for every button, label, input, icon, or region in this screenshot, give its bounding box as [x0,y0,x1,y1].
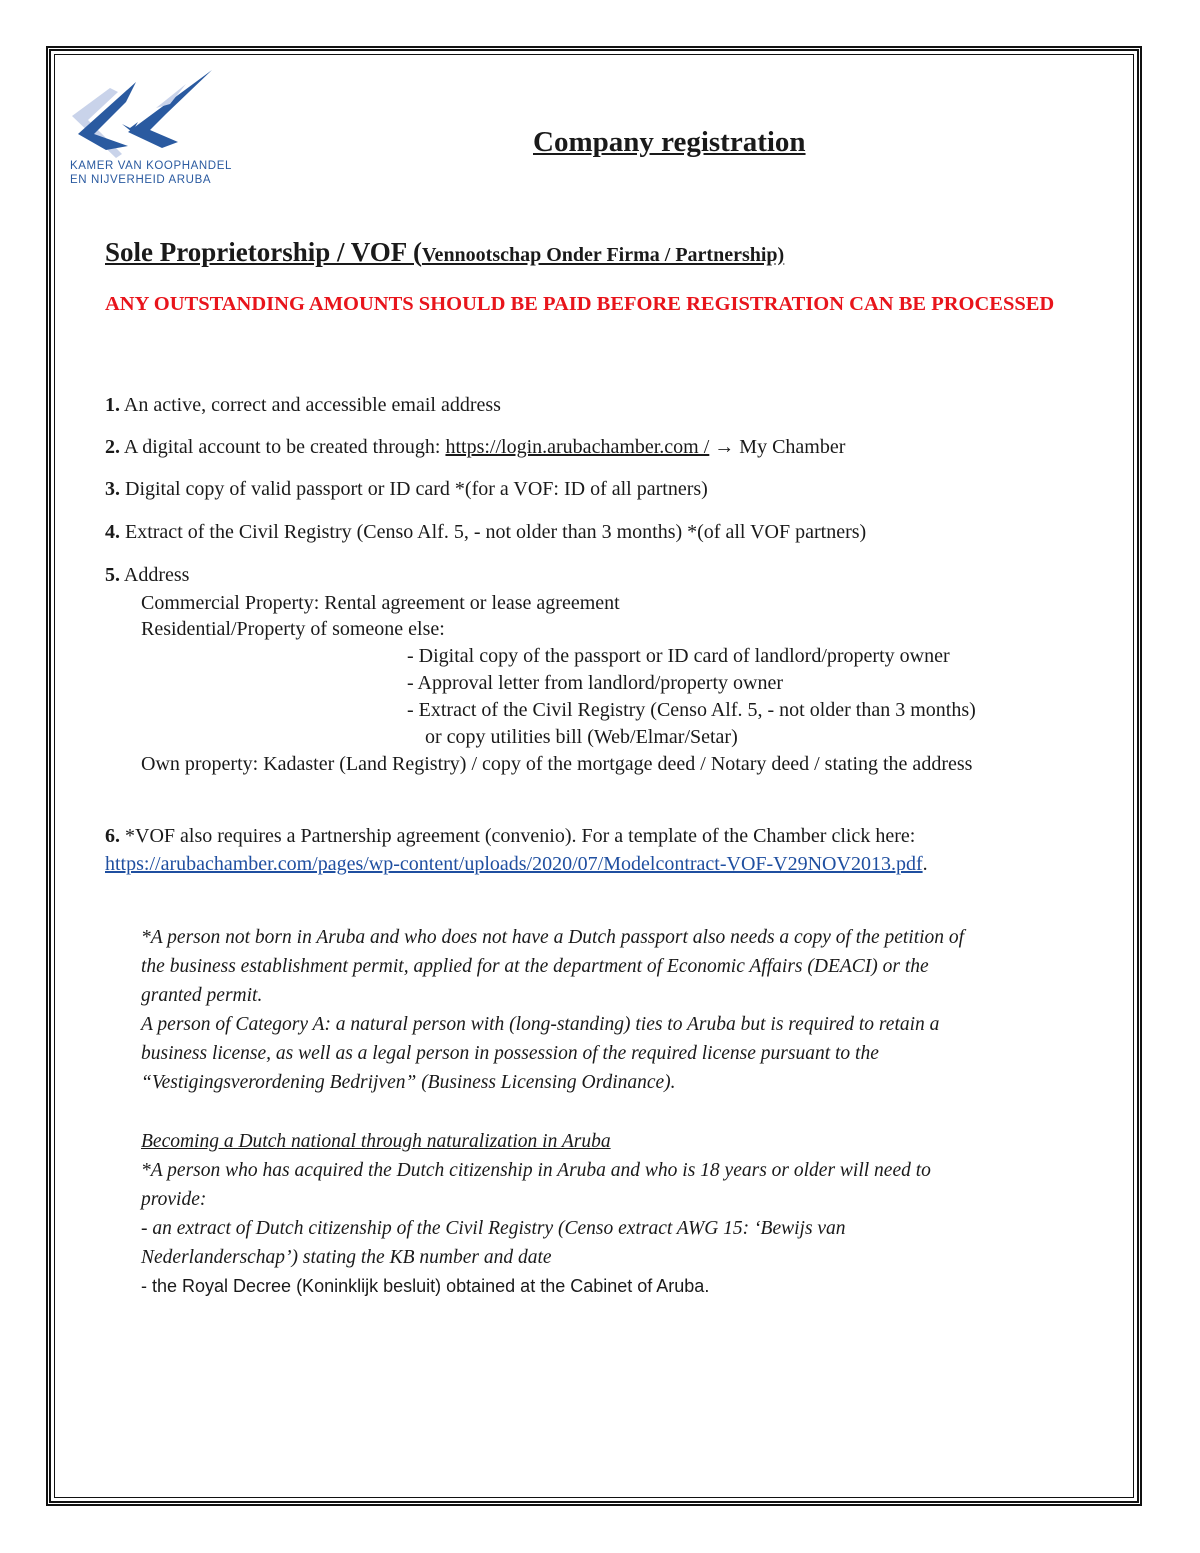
naturalization-heading: Becoming a Dutch national through naturalization in Aruba [141,1131,611,1152]
note-line: provide: [141,1189,207,1210]
list-item [105,434,845,460]
note-line: *A person who has acquired the Dutch citizenship in Aruba and who is 18 years or older will need to [141,1160,931,1181]
list-item [105,392,501,418]
logo-text-line2: EN NIJVERHEID ARUBA [70,174,212,186]
item-number: 6. [105,825,120,847]
my-chamber-arrow: → My Chamber [709,436,846,458]
item-text: Address [120,564,190,586]
address-commercial: Commercial Property: Rental agreement or lease agreement [141,592,620,614]
list-item [105,476,708,502]
address-own: Own property: Kadaster (Land Registry) / copy of the mortgage deed / Notary deed / stating the address [141,753,973,775]
heading-sub: Vennootschap Onder Firma / Partnership) [421,244,785,266]
item-number: 4. [105,521,120,543]
note-line: A person of Category A: a natural person with (long-standing) ties to Aruba but is required to retain a [141,1014,940,1035]
login-link[interactable]: https://login.arubachamber.com / [445,436,710,458]
address-sub-item: or copy utilities bill (Web/Elmar/Setar) [425,726,738,748]
template-link[interactable]: https://arubachamber.com/pages/wp-content/uploads/2020/07/Modelcontract-VOF-V29NOV2013.pdf [105,853,923,875]
note-line: Nederlanderschap’) stating the KB number and date [141,1247,552,1268]
chevron-logo-icon [66,68,226,168]
logo-text-line1: KAMER VAN KOOPHANDEL [70,160,232,172]
list-item [105,823,915,849]
note-line: business license, as well as a legal person in possession of the required license pursuant to the [141,1043,879,1064]
section-heading [105,237,784,268]
list-item [105,562,189,588]
item-number: 1. [105,394,120,416]
address-sub-item: - Approval letter from landlord/property owner [407,672,783,694]
list-item [105,519,866,545]
item-text: An active, correct and accessible email address [120,394,501,416]
heading-main: Sole Proprietorship / VOF ( [105,237,422,267]
item-number: 2. [105,436,120,458]
note-line: - the Royal Decree (Koninklijk besluit) obtained at the Cabinet of Aruba. [141,1276,710,1296]
item-text: *VOF also requires a Partnership agreement (convenio). For a template of the Chamber click here: [120,825,916,847]
note-line: - an extract of Dutch citizenship of the Civil Registry (Censo extract AWG 15: ‘Bewijs van [141,1218,846,1239]
note-line: “Vestigingsverordening Bedrijven” (Business Licensing Ordinance). [141,1072,676,1093]
address-sub-item: - Digital copy of the passport or ID card of landlord/property owner [407,645,950,667]
template-link-line [105,851,928,877]
chamber-logo [66,68,232,192]
note-line: granted permit. [141,985,263,1006]
address-sub-item: - Extract of the Civil Registry (Censo Alf. 5, - not older than 3 months) [407,699,976,721]
warning-notice: ANY OUTSTANDING AMOUNTS SHOULD BE PAID BEFORE REGISTRATION CAN BE PROCESSED [105,293,1055,315]
item-number: 5. [105,564,120,586]
address-residential: Residential/Property of someone else: [141,618,445,640]
page-title: Company registration [533,126,806,158]
note-line: *A person not born in Aruba and who does not have a Dutch passport also needs a copy of the petition of [141,927,965,948]
item-text: Digital copy of valid passport or ID card *(for a VOF: ID of all partners) [120,478,708,500]
item-number: 3. [105,478,120,500]
item-text: A digital account to be created through: [120,436,446,458]
note-line: the business establishment permit, applied for at the department of Economic Affairs (DEACI) or the [141,956,929,977]
period: . [922,853,928,875]
item-text: Extract of the Civil Registry (Censo Alf. 5, - not older than 3 months) *(of all VOF partners) [120,521,867,543]
